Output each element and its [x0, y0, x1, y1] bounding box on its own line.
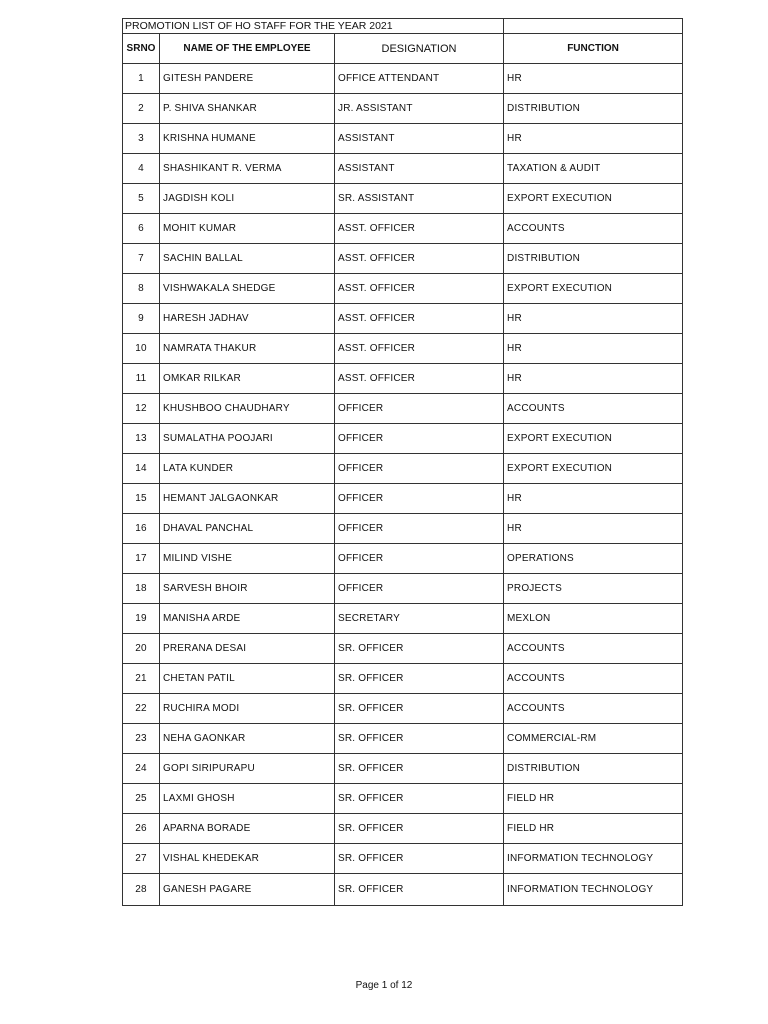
cell-designation: SECRETARY	[335, 604, 504, 634]
cell-employee-name: DHAVAL PANCHAL	[160, 514, 335, 544]
cell-srno: 24	[123, 754, 160, 784]
cell-function: ACCOUNTS	[504, 634, 683, 664]
table-row	[123, 334, 683, 364]
table-row	[123, 364, 683, 394]
table-row	[123, 814, 683, 844]
table-row	[123, 574, 683, 604]
cell-srno: 19	[123, 604, 160, 634]
cell-employee-name: JAGDISH KOLI	[160, 184, 335, 214]
cell-function: INFORMATION TECHNOLOGY	[504, 844, 683, 874]
column-header-designation: DESIGNATION	[335, 34, 504, 64]
cell-designation: ASST. OFFICER	[335, 214, 504, 244]
cell-function: DISTRIBUTION	[504, 754, 683, 784]
cell-designation: SR. OFFICER	[335, 724, 504, 754]
cell-employee-name: SARVESH BHOIR	[160, 574, 335, 604]
cell-srno: 14	[123, 454, 160, 484]
cell-function: FIELD HR	[504, 784, 683, 814]
table-row	[123, 64, 683, 94]
cell-srno: 6	[123, 214, 160, 244]
cell-designation: OFFICER	[335, 514, 504, 544]
cell-designation: OFFICER	[335, 454, 504, 484]
cell-srno: 8	[123, 274, 160, 304]
cell-srno: 13	[123, 424, 160, 454]
table-row	[123, 484, 683, 514]
cell-srno: 9	[123, 304, 160, 334]
title-empty-cell	[504, 19, 683, 34]
column-header-name: NAME OF THE EMPLOYEE	[160, 34, 335, 64]
cell-function: ACCOUNTS	[504, 664, 683, 694]
cell-employee-name: NAMRATA THAKUR	[160, 334, 335, 364]
table-row	[123, 154, 683, 184]
cell-srno: 25	[123, 784, 160, 814]
cell-function: HR	[504, 514, 683, 544]
cell-function: TAXATION & AUDIT	[504, 154, 683, 184]
cell-employee-name: P. SHIVA SHANKAR	[160, 94, 335, 124]
cell-srno: 27	[123, 844, 160, 874]
table-row	[123, 394, 683, 424]
cell-function: EXPORT EXECUTION	[504, 184, 683, 214]
cell-function: INFORMATION TECHNOLOGY	[504, 874, 683, 906]
table-row	[123, 184, 683, 214]
cell-employee-name: GOPI SIRIPURAPU	[160, 754, 335, 784]
cell-employee-name: SACHIN BALLAL	[160, 244, 335, 274]
cell-designation: ASSISTANT	[335, 124, 504, 154]
table-row	[123, 274, 683, 304]
cell-employee-name: LAXMI GHOSH	[160, 784, 335, 814]
cell-function: EXPORT EXECUTION	[504, 424, 683, 454]
cell-designation: ASST. OFFICER	[335, 334, 504, 364]
table-row	[123, 514, 683, 544]
cell-srno: 4	[123, 154, 160, 184]
table-row	[123, 844, 683, 874]
table-body	[123, 19, 683, 906]
table-row	[123, 694, 683, 724]
cell-srno: 11	[123, 364, 160, 394]
cell-designation: JR. ASSISTANT	[335, 94, 504, 124]
table-row	[123, 604, 683, 634]
cell-srno: 10	[123, 334, 160, 364]
cell-employee-name: MANISHA ARDE	[160, 604, 335, 634]
promotion-list-table	[122, 18, 683, 906]
table-row	[123, 544, 683, 574]
cell-srno: 1	[123, 64, 160, 94]
cell-designation: OFFICER	[335, 544, 504, 574]
cell-srno: 16	[123, 514, 160, 544]
cell-designation: SR. OFFICER	[335, 814, 504, 844]
cell-employee-name: OMKAR RILKAR	[160, 364, 335, 394]
table-row	[123, 124, 683, 154]
cell-employee-name: HEMANT JALGAONKAR	[160, 484, 335, 514]
cell-designation: OFFICER	[335, 484, 504, 514]
cell-srno: 5	[123, 184, 160, 214]
cell-designation: ASSISTANT	[335, 154, 504, 184]
cell-srno: 7	[123, 244, 160, 274]
cell-srno: 28	[123, 874, 160, 906]
cell-designation: OFFICE ATTENDANT	[335, 64, 504, 94]
column-header-function: FUNCTION	[504, 34, 683, 64]
cell-function: DISTRIBUTION	[504, 94, 683, 124]
cell-employee-name: NEHA GAONKAR	[160, 724, 335, 754]
cell-employee-name: LATA KUNDER	[160, 454, 335, 484]
cell-designation: SR. OFFICER	[335, 754, 504, 784]
cell-function: ACCOUNTS	[504, 214, 683, 244]
cell-function: EXPORT EXECUTION	[504, 454, 683, 484]
cell-function: COMMERCIAL-RM	[504, 724, 683, 754]
cell-designation: SR. OFFICER	[335, 784, 504, 814]
cell-function: MEXLON	[504, 604, 683, 634]
cell-function: ACCOUNTS	[504, 694, 683, 724]
cell-employee-name: MOHIT KUMAR	[160, 214, 335, 244]
cell-function: DISTRIBUTION	[504, 244, 683, 274]
cell-srno: 21	[123, 664, 160, 694]
header-row	[123, 34, 683, 64]
cell-designation: SR. OFFICER	[335, 694, 504, 724]
table-row	[123, 214, 683, 244]
cell-srno: 23	[123, 724, 160, 754]
cell-designation: SR. ASSISTANT	[335, 184, 504, 214]
cell-employee-name: KHUSHBOO CHAUDHARY	[160, 394, 335, 424]
cell-designation: SR. OFFICER	[335, 844, 504, 874]
cell-function: OPERATIONS	[504, 544, 683, 574]
cell-function: HR	[504, 124, 683, 154]
cell-employee-name: HARESH JADHAV	[160, 304, 335, 334]
page-number: Page 1 of 12	[355, 980, 413, 991]
cell-srno: 2	[123, 94, 160, 124]
cell-designation: OFFICER	[335, 394, 504, 424]
cell-srno: 26	[123, 814, 160, 844]
cell-srno: 20	[123, 634, 160, 664]
table-row	[123, 784, 683, 814]
cell-designation: ASST. OFFICER	[335, 274, 504, 304]
table-row	[123, 664, 683, 694]
cell-designation: SR. OFFICER	[335, 664, 504, 694]
cell-function: PROJECTS	[504, 574, 683, 604]
cell-function: HR	[504, 304, 683, 334]
cell-employee-name: SUMALATHA POOJARI	[160, 424, 335, 454]
cell-function: HR	[504, 64, 683, 94]
cell-function: HR	[504, 364, 683, 394]
cell-designation: OFFICER	[335, 574, 504, 604]
cell-designation: SR. OFFICER	[335, 874, 504, 906]
cell-employee-name: MILIND VISHE	[160, 544, 335, 574]
table-row	[123, 454, 683, 484]
cell-srno: 3	[123, 124, 160, 154]
table-row	[123, 424, 683, 454]
cell-function: HR	[504, 484, 683, 514]
table-row	[123, 874, 683, 906]
table-row	[123, 634, 683, 664]
table-row	[123, 724, 683, 754]
cell-srno: 12	[123, 394, 160, 424]
cell-employee-name: VISHAL KHEDEKAR	[160, 844, 335, 874]
cell-employee-name: GITESH PANDERE	[160, 64, 335, 94]
cell-function: ACCOUNTS	[504, 394, 683, 424]
cell-designation: ASST. OFFICER	[335, 244, 504, 274]
table-row	[123, 754, 683, 784]
cell-designation: SR. OFFICER	[335, 634, 504, 664]
cell-function: HR	[504, 334, 683, 364]
table-row	[123, 244, 683, 274]
cell-function: FIELD HR	[504, 814, 683, 844]
cell-designation: ASST. OFFICER	[335, 304, 504, 334]
cell-employee-name: PRERANA DESAI	[160, 634, 335, 664]
table-row	[123, 304, 683, 334]
cell-employee-name: RUCHIRA MODI	[160, 694, 335, 724]
cell-srno: 18	[123, 574, 160, 604]
cell-designation: OFFICER	[335, 424, 504, 454]
cell-srno: 15	[123, 484, 160, 514]
cell-srno: 22	[123, 694, 160, 724]
cell-designation: ASST. OFFICER	[335, 364, 504, 394]
cell-employee-name: GANESH PAGARE	[160, 874, 335, 906]
document-title: PROMOTION LIST OF HO STAFF FOR THE YEAR 2021	[123, 19, 504, 34]
cell-employee-name: KRISHNA HUMANE	[160, 124, 335, 154]
title-row	[123, 19, 683, 34]
cell-employee-name: APARNA BORADE	[160, 814, 335, 844]
table-row	[123, 94, 683, 124]
cell-employee-name: CHETAN PATIL	[160, 664, 335, 694]
cell-employee-name: VISHWAKALA SHEDGE	[160, 274, 335, 304]
column-header-srno: SRNO	[123, 34, 160, 64]
cell-function: EXPORT EXECUTION	[504, 274, 683, 304]
cell-employee-name: SHASHIKANT R. VERMA	[160, 154, 335, 184]
cell-srno: 17	[123, 544, 160, 574]
